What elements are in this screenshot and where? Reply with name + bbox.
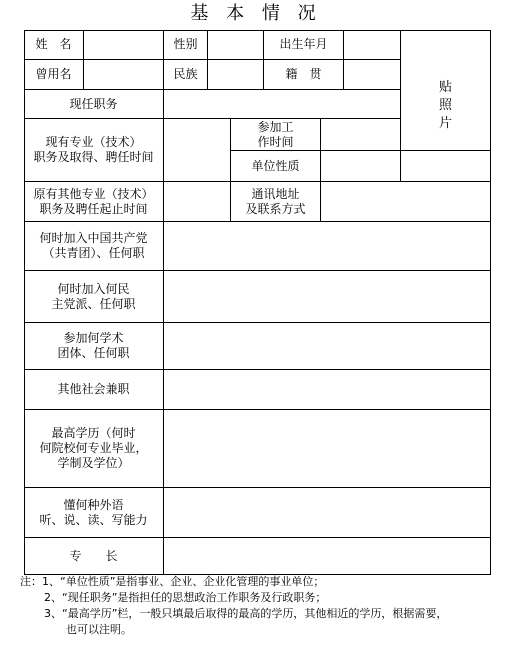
native-place-label: 籍 贯 (285, 67, 322, 81)
gender-label: 性别 (173, 37, 198, 51)
unit-type-field[interactable] (321, 151, 400, 181)
education-label: 最高学历（何时 何院校何专业毕业， 学制及学位） (39, 426, 148, 470)
education-field[interactable] (164, 410, 490, 487)
address-label: 通讯地址 及联系方式 (245, 186, 306, 216)
unit-type-label: 单位性质 (251, 158, 300, 173)
expertise-label: 专 长 (69, 548, 118, 563)
work-start-field[interactable] (321, 119, 400, 150)
language-label: 懂何种外语 听、说、读、写能力 (39, 497, 148, 527)
current-post-label: 现任职务 (69, 96, 118, 111)
note-2: 2、“现任职务”是指担任的思想政治工作职务及行政职务； (44, 591, 327, 604)
work-start-label: 参加工 作时间 (257, 119, 294, 149)
footnotes (20, 574, 504, 638)
note-1: 注：1、“单位性质”是指事业、企业、企业化管理的事业单位； (20, 575, 325, 588)
specialty-label: 现有专业（技术） 职务及取得、聘任时间 (33, 135, 154, 164)
current-post-field[interactable] (164, 90, 400, 118)
party-field[interactable] (164, 222, 490, 270)
other-specialty-label: 原有其他专业（技术） 职务及聘任起止时间 (33, 186, 154, 216)
gender-field[interactable] (208, 31, 263, 59)
name-label: 姓 名 (35, 37, 72, 51)
democratic-party-field[interactable] (164, 271, 490, 322)
former-name-field[interactable] (84, 60, 163, 89)
language-field[interactable] (164, 488, 490, 537)
democratic-party-label: 何时加入何民 主党派、任何职 (51, 281, 136, 311)
page-title: 基 本 情 况 (190, 3, 322, 24)
birth-label: 出生年月 (279, 37, 328, 51)
social-label: 其他社会兼职 (57, 382, 130, 396)
address-field[interactable] (321, 182, 490, 221)
ethnicity-field[interactable] (208, 60, 263, 89)
social-field[interactable] (164, 370, 490, 409)
photo-placeholder[interactable]: 贴 照 片 (438, 80, 452, 131)
specialty-field[interactable] (164, 119, 230, 181)
academic-label: 参加何学术 团体、任何职 (57, 331, 130, 360)
other-specialty-field[interactable] (164, 182, 230, 221)
ethnicity-label: 民族 (173, 67, 198, 81)
birth-field[interactable] (344, 31, 400, 59)
name-field[interactable] (84, 31, 163, 59)
academic-field[interactable] (164, 323, 490, 369)
note-3: 3、“最高学历”栏，一般只填最后取得的最高的学历，其他相近的学历，根据需要， (44, 607, 448, 620)
party-label: 何时加入中国共产党 （共青团）、任何职 (39, 231, 148, 260)
expertise-field[interactable] (164, 538, 490, 574)
native-place-field[interactable] (344, 60, 400, 89)
former-name-label: 曾用名 (35, 67, 72, 81)
note-3-continued: 也可以注明。 (66, 623, 132, 636)
